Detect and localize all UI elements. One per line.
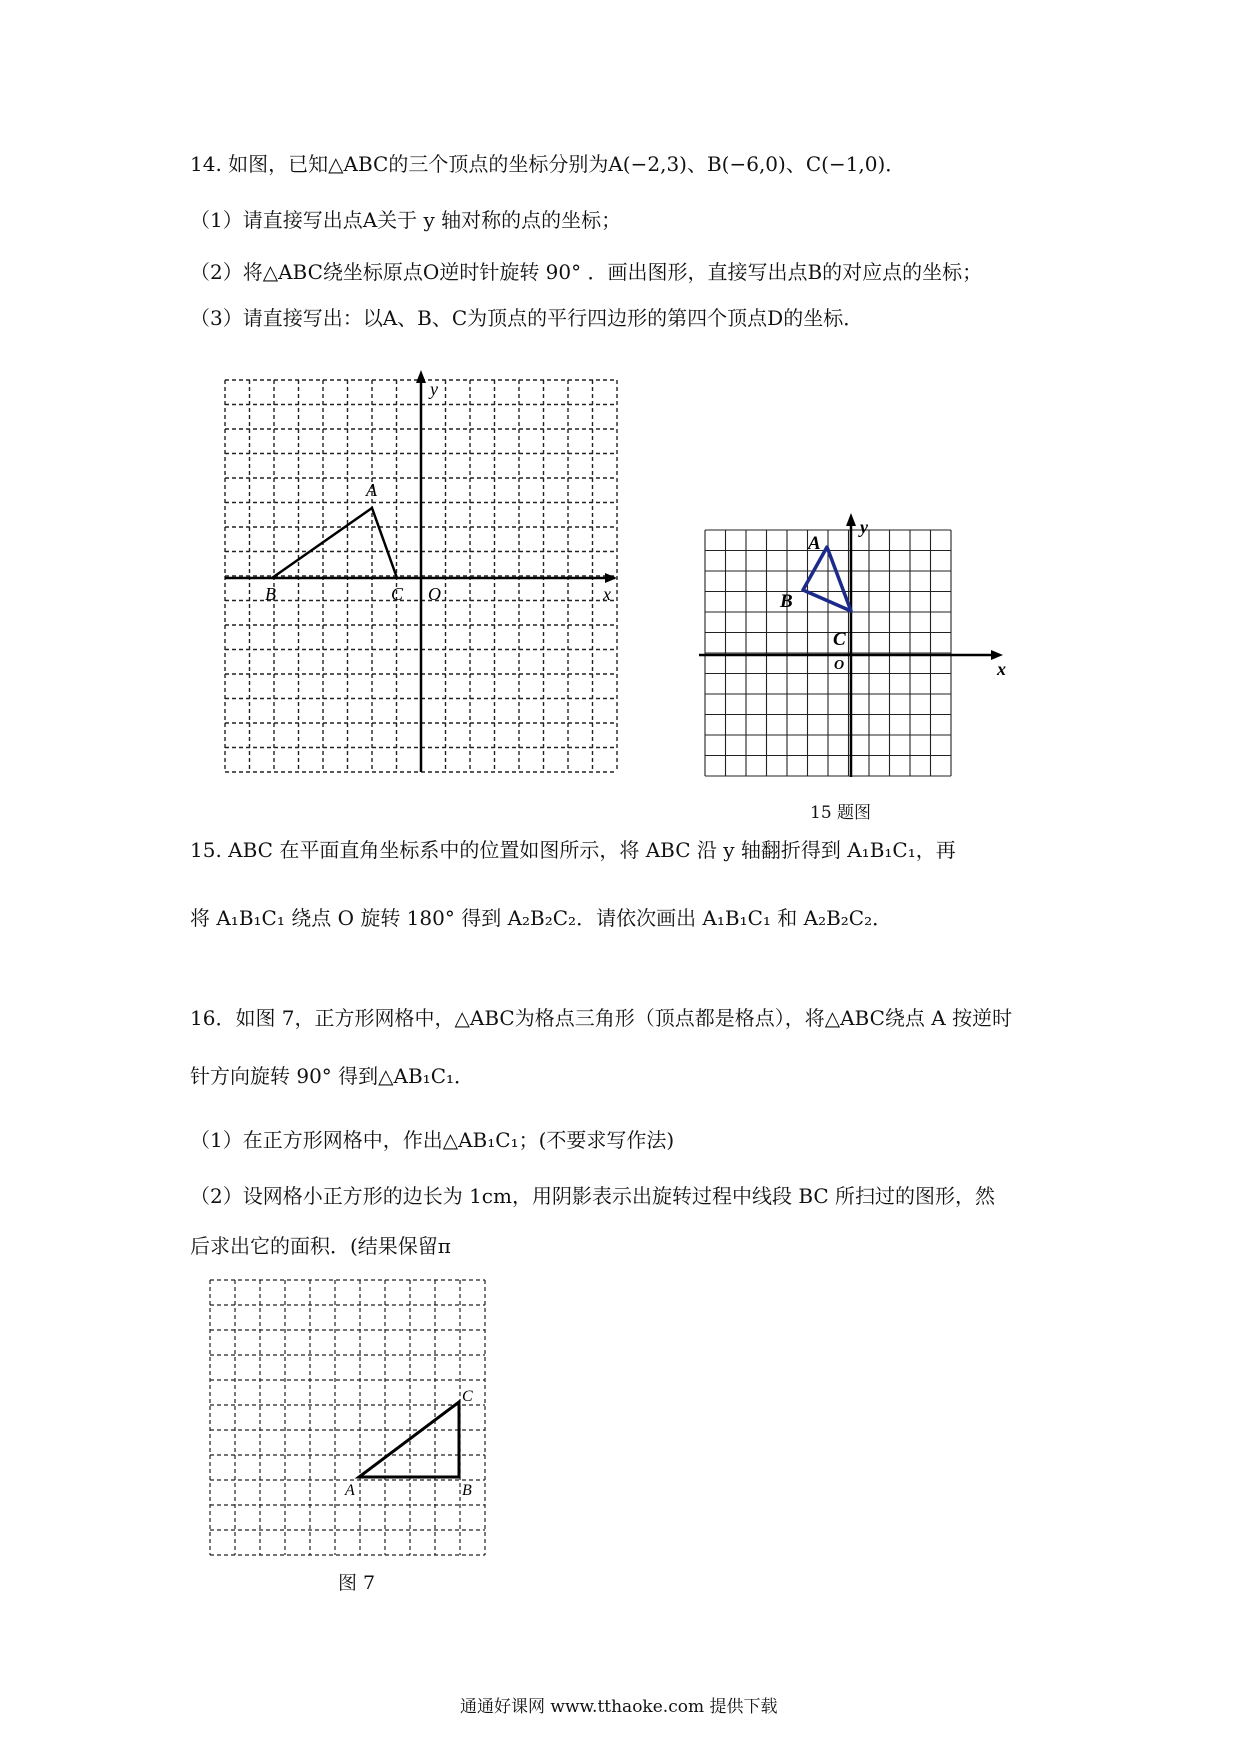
q16-figure-caption: 图 7 — [338, 1572, 376, 1594]
q15-line-1: 15. ABC 在平面直角坐标系中的位置如图所示，将 ABC 沿 y 轴翻折得到 A₁B₁C₁，再 — [190, 838, 956, 862]
q14-part-2: （2）将△ABC绕坐标原点O逆时针旋转 90° ．画出图形，直接写出点B的对应点的坐标； — [190, 260, 983, 284]
q15-point-b-label: B — [780, 591, 793, 612]
q14-x-arrow — [605, 573, 617, 583]
q16-line-1: 16．如图 7，正方形网格中，△ABC为格点三角形（顶点都是格点），将△ABC绕点 A 按逆时 — [190, 1006, 1013, 1030]
q14-point-c-label: C — [391, 584, 404, 604]
q15-x-label: x — [997, 659, 1006, 679]
q15-figure-caption: 15 题图 — [810, 803, 872, 823]
q15-line-2: 将 A₁B₁C₁ 绕点 O 旋转 180° 得到 A₂B₂C₂．请依次画出 A₁B₁C₁ 和 A₂B₂C₂． — [190, 906, 893, 930]
q15-triangle-abc — [803, 547, 851, 611]
q16-square-grid — [210, 1280, 485, 1560]
q16-line-2: 针方向旋转 90° 得到△AB₁C₁． — [190, 1064, 475, 1088]
q14-coordinate-grid — [225, 380, 625, 780]
q15-origin-label: O — [834, 658, 845, 673]
q16-point-a-label: A — [345, 1482, 355, 1499]
q14-triangle-abc — [272, 508, 397, 578]
q14-point-b-label: B — [265, 584, 276, 604]
q16-part-2b: 后求出它的面积．(结果保留π — [190, 1234, 451, 1258]
q15-y-label: y — [860, 517, 868, 537]
q16-point-c-label: C — [462, 1388, 473, 1405]
q14-stem: 14. 如图，已知△ABC的三个顶点的坐标分别为A(−2,3)、B(−6,0)、C(−1,0)． — [190, 152, 906, 176]
q16-part-1: （1）在正方形网格中，作出△AB₁C₁；(不要求写作法) — [190, 1128, 675, 1152]
q14-part-1: （1）请直接写出点A关于 y 轴对称的点的坐标； — [190, 208, 622, 232]
q16-point-b-label: B — [462, 1482, 472, 1499]
q15-coordinate-grid — [705, 517, 1025, 785]
q14-x-label: x — [603, 584, 611, 604]
q14-origin-label: O — [428, 584, 441, 604]
q15-y-arrow — [846, 513, 856, 526]
q14-y-arrow — [416, 370, 426, 383]
page-footer: 通通好课网 www.tthaoke.com 提供下载 — [460, 1697, 778, 1717]
q14-part-3: （3）请直接写出：以A、B、C为顶点的平行四边形的第四个顶点D的坐标． — [190, 306, 864, 330]
q16-part-2a: （2）设网格小正方形的边长为 1cm，用阴影表示出旋转过程中线段 BC 所扫过的图形，然 — [190, 1184, 996, 1208]
q14-point-a-label: A — [366, 480, 377, 500]
q15-point-a-label: A — [808, 533, 821, 554]
q15-point-c-label: C — [833, 629, 846, 650]
q14-y-label: y — [430, 379, 438, 399]
q16-triangle-abc — [359, 1402, 459, 1477]
